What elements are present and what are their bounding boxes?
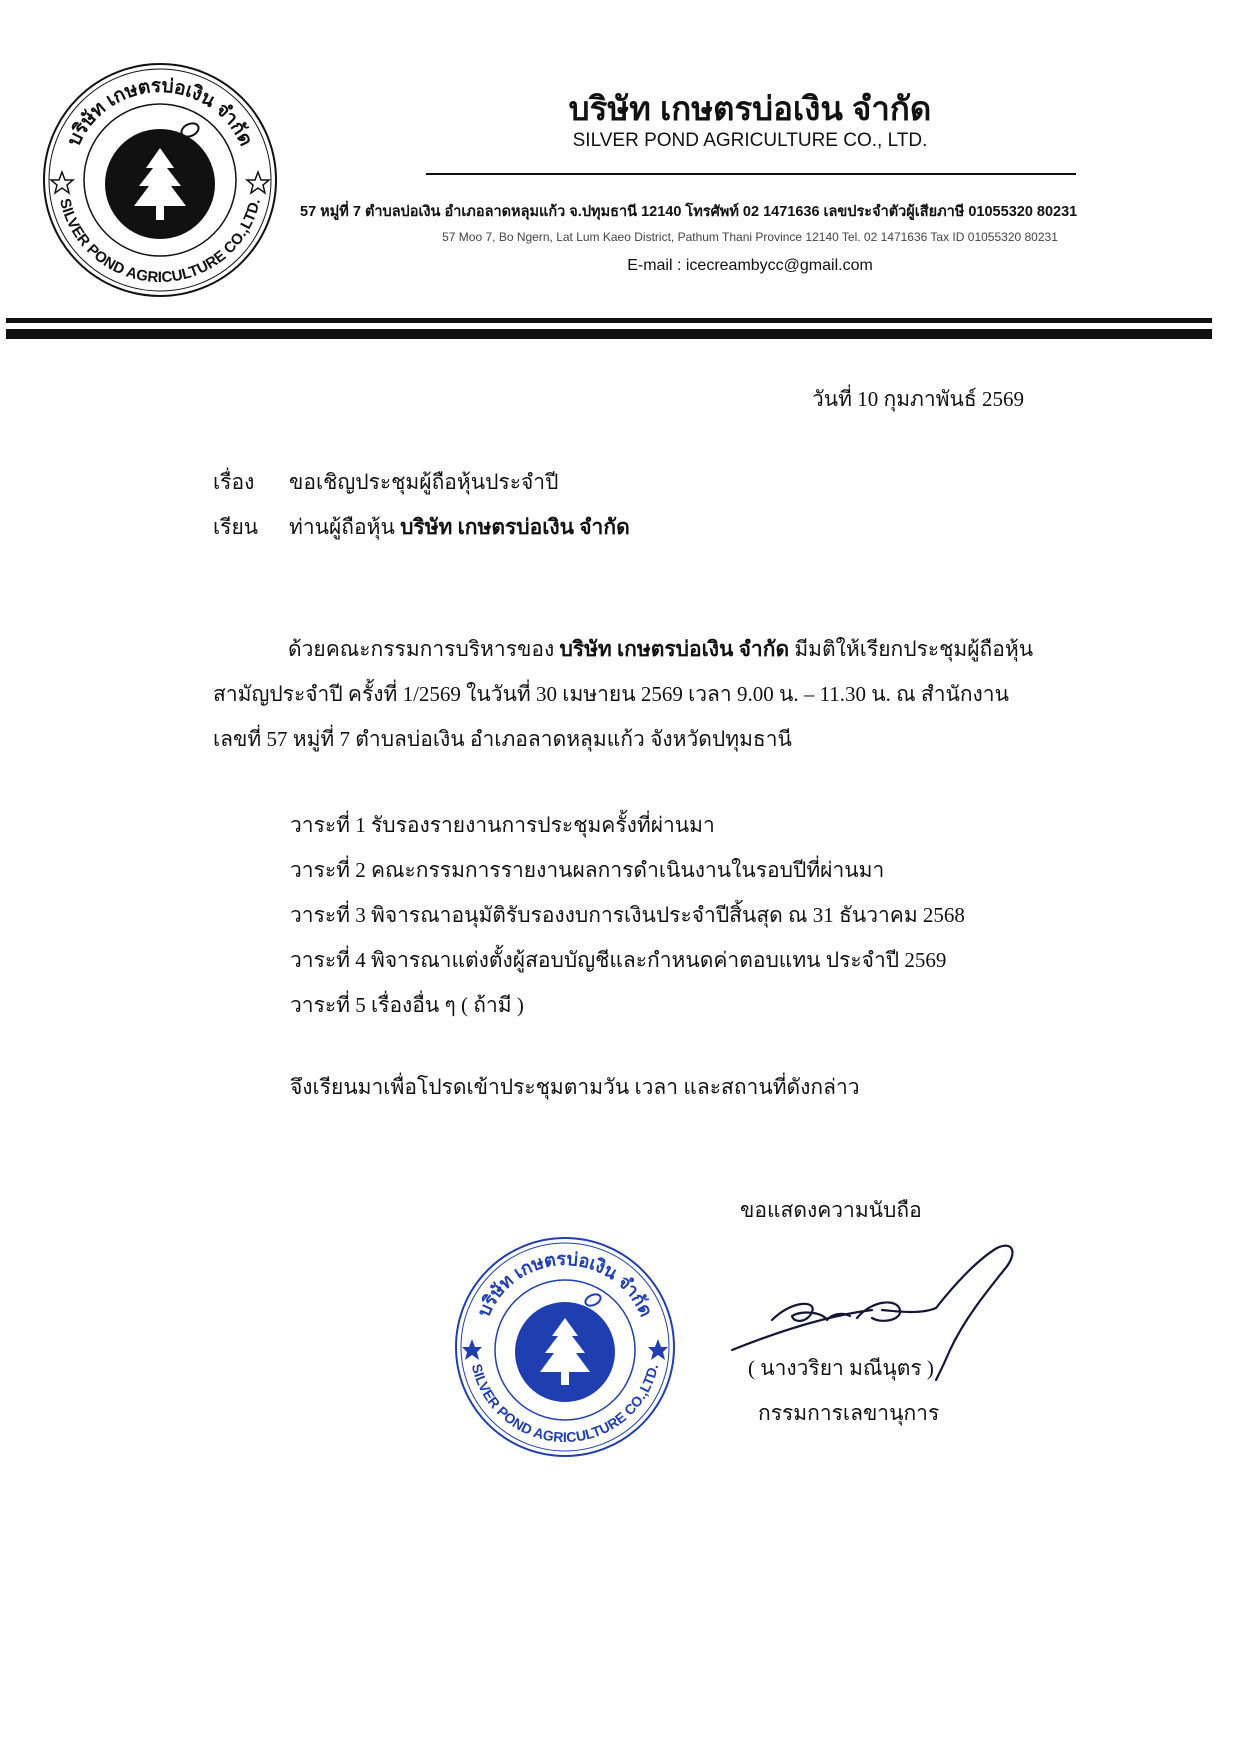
- company-name-english: SILVER POND AGRICULTURE CO., LTD.: [572, 130, 928, 151]
- logo-ring-top-text: บริษัท เกษตรบ่อเงิน จำกัด: [63, 75, 257, 150]
- body-paragraph-line-1: [288, 639, 1033, 660]
- agenda-item: วาระที่ 4 พิจารณาแต่งตั้งผู้สอบบัญชีและกำหนดค่าตอบแทน ประจำปี 2569: [290, 948, 947, 972]
- leaf-icon: [584, 1292, 603, 1308]
- star-icon: [247, 172, 269, 193]
- star-icon: [462, 1339, 482, 1360]
- body-paragraph-line-2: สามัญประจำปี ครั้งที่ 1/2569 ในวันที่ 30 เมษายน 2569 เวลา 9.00 น. – 11.30 น. ณ สำนักงาน: [213, 682, 1009, 706]
- regards-line: ขอแสดงความนับถือ: [740, 1198, 922, 1222]
- stamp-ring-top-text: บริษัท เกษตรบ่อเงิน จำกัด: [473, 1248, 657, 1320]
- address-thai: 57 หมู่ที่ 7 ตำบลบ่อเงิน อำเภอลาดหลุมแก้ว จ.ปทุมธานี 12140 โทรศัพท์ 02 1471636 เลขประจำตัวผู้เสียภาษี 01055320 80231: [300, 204, 1078, 220]
- email-line: [300, 257, 1200, 275]
- para1-company: บริษัท เกษตรบ่อเงิน จำกัด: [559, 637, 790, 661]
- salutation-label: เรียน: [213, 515, 259, 539]
- company-stamp: [450, 1232, 680, 1462]
- body-paragraph-line-3: เลขที่ 57 หมู่ที่ 7 ตำบลบ่อเงิน อำเภอลาดหลุมแก้ว จังหวัดปทุมธานี: [213, 727, 792, 751]
- agenda-item: วาระที่ 3 พิจารณาอนุมัติรับรองงบการเงินประจำปีสิ้นสุด ณ 31 ธันวาคม 2568: [290, 903, 965, 927]
- salutation-prefix: ท่านผู้ถือหุ้น: [289, 515, 401, 539]
- header-bar-thin: [6, 318, 1212, 323]
- signer-title: กรรมการเลขานุการ: [758, 1401, 940, 1425]
- company-logo: [40, 60, 280, 300]
- closing-line: จึงเรียนมาเพื่อโปรดเข้าประชุมตามวัน เวลา และสถานที่ดังกล่าว: [290, 1075, 860, 1099]
- logo-ring-bottom-text: SILVER POND AGRICULTURE CO.,LTD.: [55, 196, 264, 287]
- email-label: E-mail :: [627, 257, 686, 274]
- para1-text-b: มีมติให้เรียกประชุมผู้ถือหุ้น: [789, 637, 1034, 661]
- stamp-ring-bottom-text: SILVER POND AGRICULTURE CO.,LTD.: [468, 1362, 662, 1446]
- email-address[interactable]: icecreambycc@gmail.com: [685, 257, 873, 274]
- subject-row: [213, 472, 558, 493]
- header-bar-thick: [6, 329, 1212, 339]
- agenda-item: วาระที่ 5 เรื่องอื่น ๆ ( ถ้ามี ): [290, 993, 524, 1017]
- header-divider: [426, 173, 1076, 175]
- star-icon: [648, 1339, 668, 1360]
- signer-name: ( นางวริยา มณีนุตร ): [748, 1356, 934, 1380]
- agenda-item: วาระที่ 2 คณะกรรมการรายงานผลการดำเนินงานในรอบปีที่ผ่านมา: [290, 858, 885, 882]
- letter-date: วันที่ 10 กุมภาพันธ์ 2569: [812, 387, 1024, 411]
- star-icon: [51, 172, 73, 193]
- agenda-item: วาระที่ 1 รับรองรายงานการประชุมครั้งที่ผ่านมา: [290, 813, 715, 837]
- address-english: 57 Moo 7, Bo Ngern, Lat Lum Kaeo District, Pathum Thani Province 12140 Tel. 02 1471636 Tax ID 01055320 80231: [442, 230, 1058, 244]
- subject-label: เรื่อง: [213, 470, 255, 494]
- para1-text-a: ด้วยคณะกรรมการบริหารของ: [288, 637, 560, 661]
- company-name-thai: บริษัท เกษตรบ่อเงิน จำกัด: [568, 90, 932, 127]
- salutation-row: [213, 517, 630, 538]
- salutation-company: บริษัท เกษตรบ่อเงิน จำกัด: [400, 515, 630, 539]
- subject-text: ขอเชิญประชุมผู้ถือหุ้นประจำปี: [289, 470, 559, 494]
